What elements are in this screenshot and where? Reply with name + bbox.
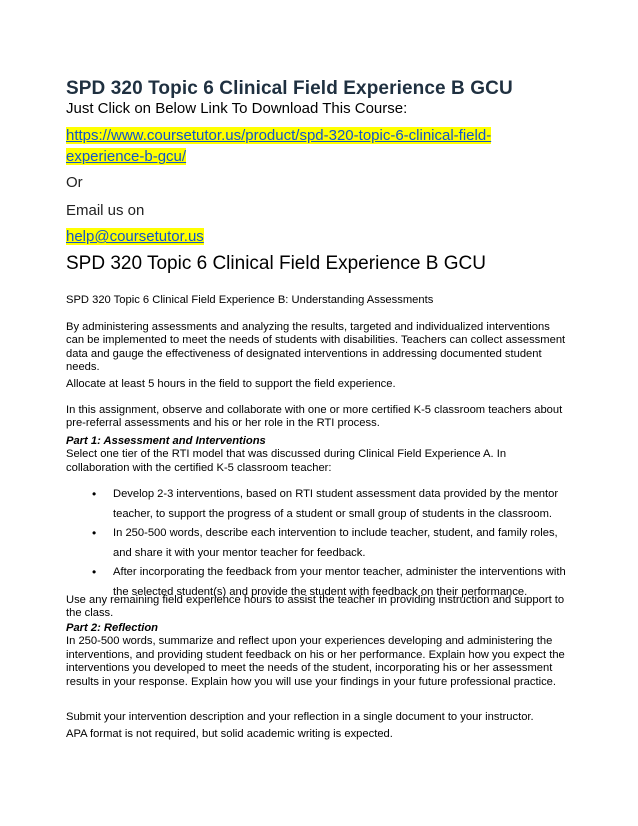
email-prompt: Email us on: [66, 202, 145, 219]
intro-paragraph: By administering assessments and analyzing the results, targeted and individualized interventions can be implemented to meet the needs of students with disabilities. Teachers can collect assessment data and gauge the effectiveness of designated interventions in addressing documented student needs.: [66, 321, 566, 374]
apa-paragraph: APA format is not required, but solid academic writing is expected.: [66, 728, 393, 740]
page-title: SPD 320 Topic 6 Clinical Field Experience B GCU: [66, 78, 513, 99]
part1-heading: Part 1: Assessment and Interventions: [66, 435, 266, 447]
course-link-paragraph: [66, 125, 506, 167]
list-item: • In 250-500 words, describe each intervention to include teacher, student, and family roles, and share it with your mentor teacher for feedback.: [66, 524, 566, 563]
email-paragraph: [66, 228, 204, 245]
part1-block: [66, 435, 566, 475]
assignment-title: SPD 320 Topic 6 Clinical Field Experience B: Understanding Assessments: [66, 294, 434, 306]
part2-heading: Part 2: Reflection: [66, 622, 159, 634]
part2-text: In 250-500 words, summarize and reflect upon your experiences developing and administering the interventions, and providing student feedback on his or her performance. Explain how you expect the interventions you developed to meet the needs of the student, incorporating his or her assessment results in your response. Explain how you will use your findings in your future professional practice.: [66, 635, 565, 688]
allocate-paragraph: Allocate at least 5 hours in the field to support the field experience.: [66, 378, 396, 390]
email-link[interactable]: help@coursetutor.us: [66, 228, 204, 245]
remaining-hours-paragraph: Use any remaining field experience hours to assist the teacher in providing instruction and support to the class.: [66, 594, 565, 620]
course-link[interactable]: https://www.coursetutor.us/product/spd-320-topic-6-clinical-field-experience-b-gcu/: [66, 127, 492, 165]
intervention-list: [66, 485, 566, 602]
observe-paragraph: In this assignment, observe and collaborate with one or more certified K-5 classroom teachers about pre-referral assessments and his or her role in the RTI process.: [66, 404, 563, 430]
list-item: • Develop 2-3 interventions, based on RTI student assessment data provided by the mentor teacher, to support the progress of a student or small group of students in the classroom.: [66, 485, 566, 524]
list-item: • After incorporating the feedback from your mentor teacher, administer the interventions with the selected student(s) and provide the student with feedback on their performance.: [66, 563, 566, 602]
or-text: Or: [66, 174, 83, 191]
section-heading: SPD 320 Topic 6 Clinical Field Experience B GCU: [66, 253, 486, 274]
submit-paragraph: Submit your intervention description and your reflection in a single document to your instructor.: [66, 711, 534, 723]
part2-block: [66, 622, 566, 689]
download-instruction: Just Click on Below Link To Download This Course:: [66, 100, 408, 117]
part1-text: Select one tier of the RTI model that was discussed during Clinical Field Experience A. In collaboration with the certified K-5 classroom teacher:: [66, 448, 507, 474]
